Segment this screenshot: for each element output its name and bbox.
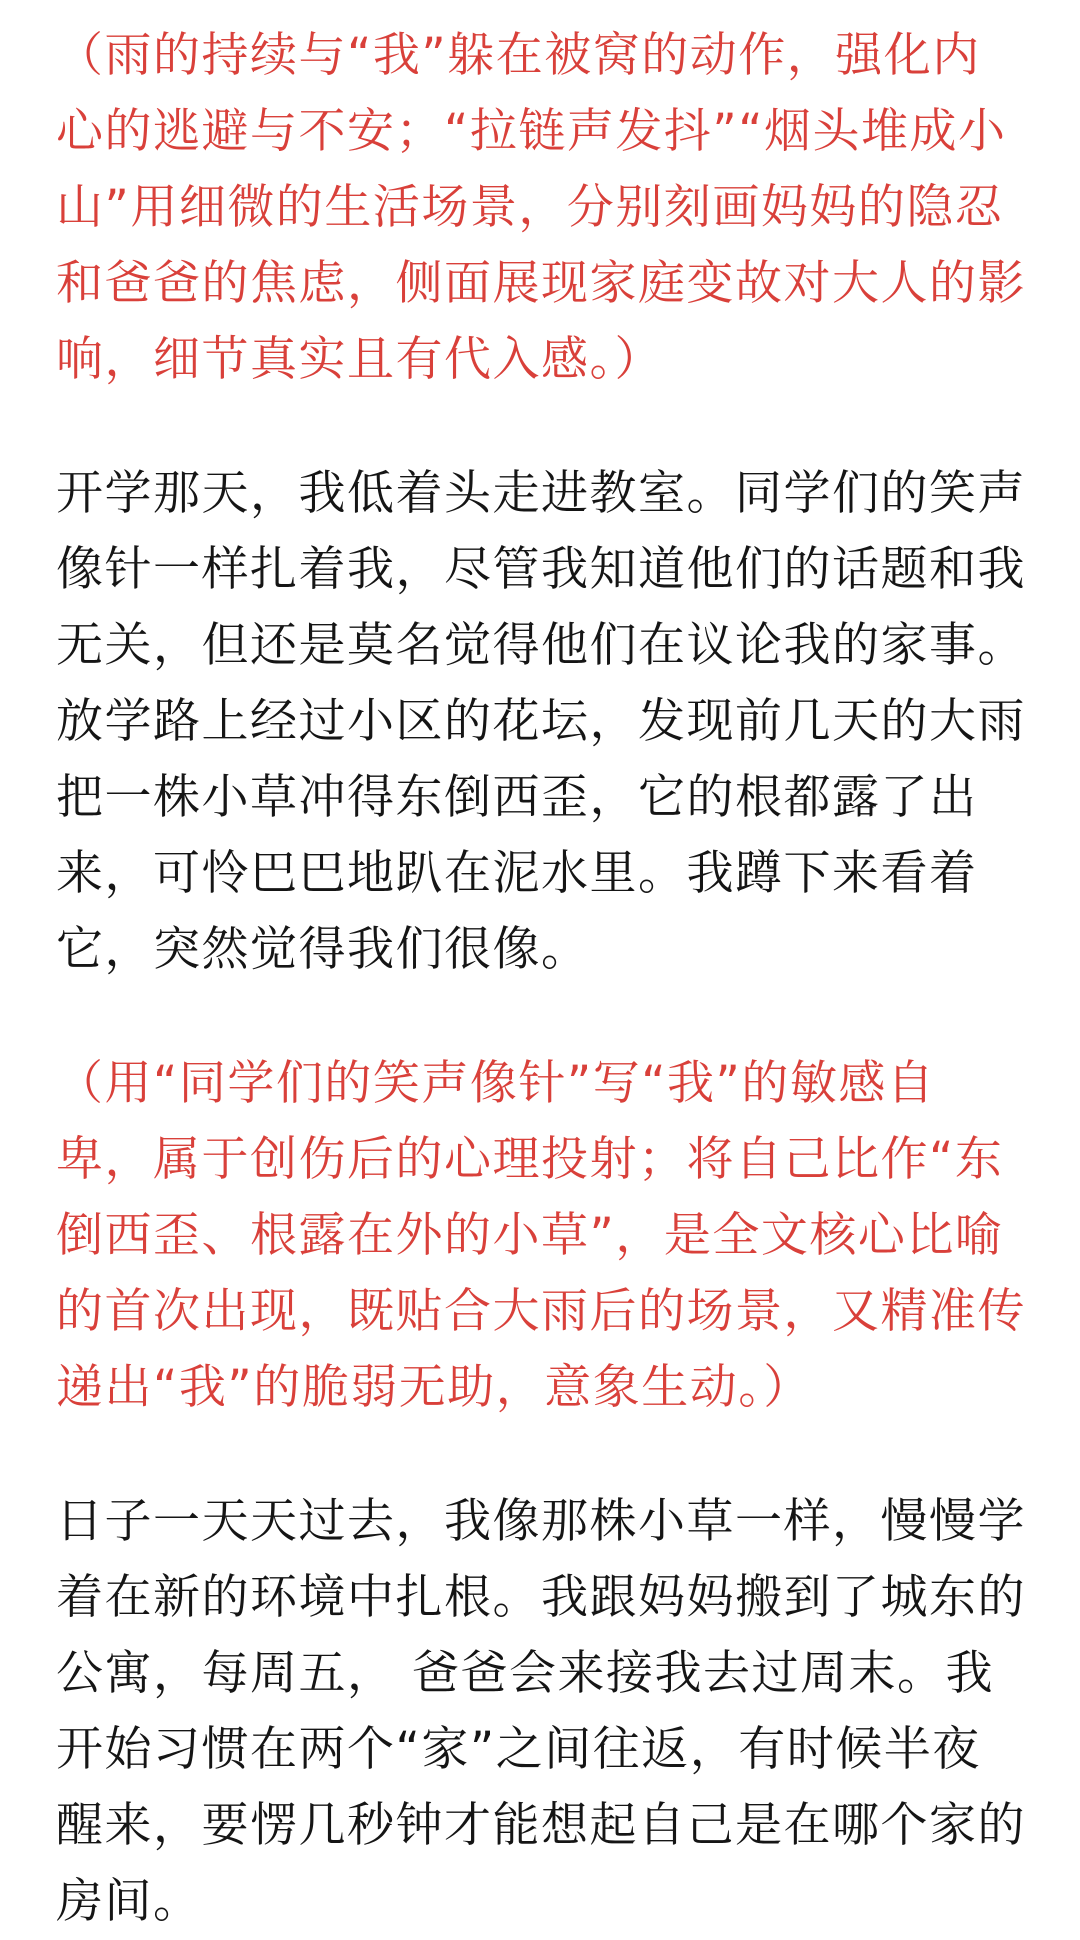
story-paragraph-1: 开学那天，我低着头走进教室。同学们的笑声 像针一样扎着我，尽管我知道他们的话题和我 无关，但还是莫名觉得他们在议论我的家事。 放学路上经过小区的花坛，发现前几天的大雨 把一株小草冲得东倒西歪，它的根都露了出 来，可怜巴巴地趴在泥水里。我蹲下来看着 它，突然觉得我们很像。 xyxy=(56,466,1026,977)
annotation-paragraph-2: （用“同学们的笑声像针”写“我”的敏感自 卑，属于创伤后的心理投射；将自己比作“东 倒西歪、根露在外的小草”，是全文核心比喻 的首次出现，既贴合大雨后的场景，又精准传 递出“我”的脆弱无助，意象生动。） xyxy=(56,1056,1026,1415)
article-body xyxy=(56,18,1026,1940)
annotation-paragraph-1: （雨的持续与“我”躲在被窝的动作，强化内 心的逃避与不安；“拉链声发抖”“烟头堆成小 山”用细微的生活场景，分别刻画妈妈的隐忍 和爸爸的焦虑，侧面展现家庭变故对大人的影 响，细节真实且有代入感。） xyxy=(56,28,1026,387)
story-paragraph-2: 日子一天天过去，我像那株小草一样，慢慢学 着在新的环境中扎根。我跟妈妈搬到了城东的 公寓，每周五， 爸爸会来接我去过周末。我 开始习惯在两个“家”之间往返，有时候半夜 醒来，要愣几秒钟才能想起自己是在哪个家的 房间。 xyxy=(56,1494,1026,1929)
